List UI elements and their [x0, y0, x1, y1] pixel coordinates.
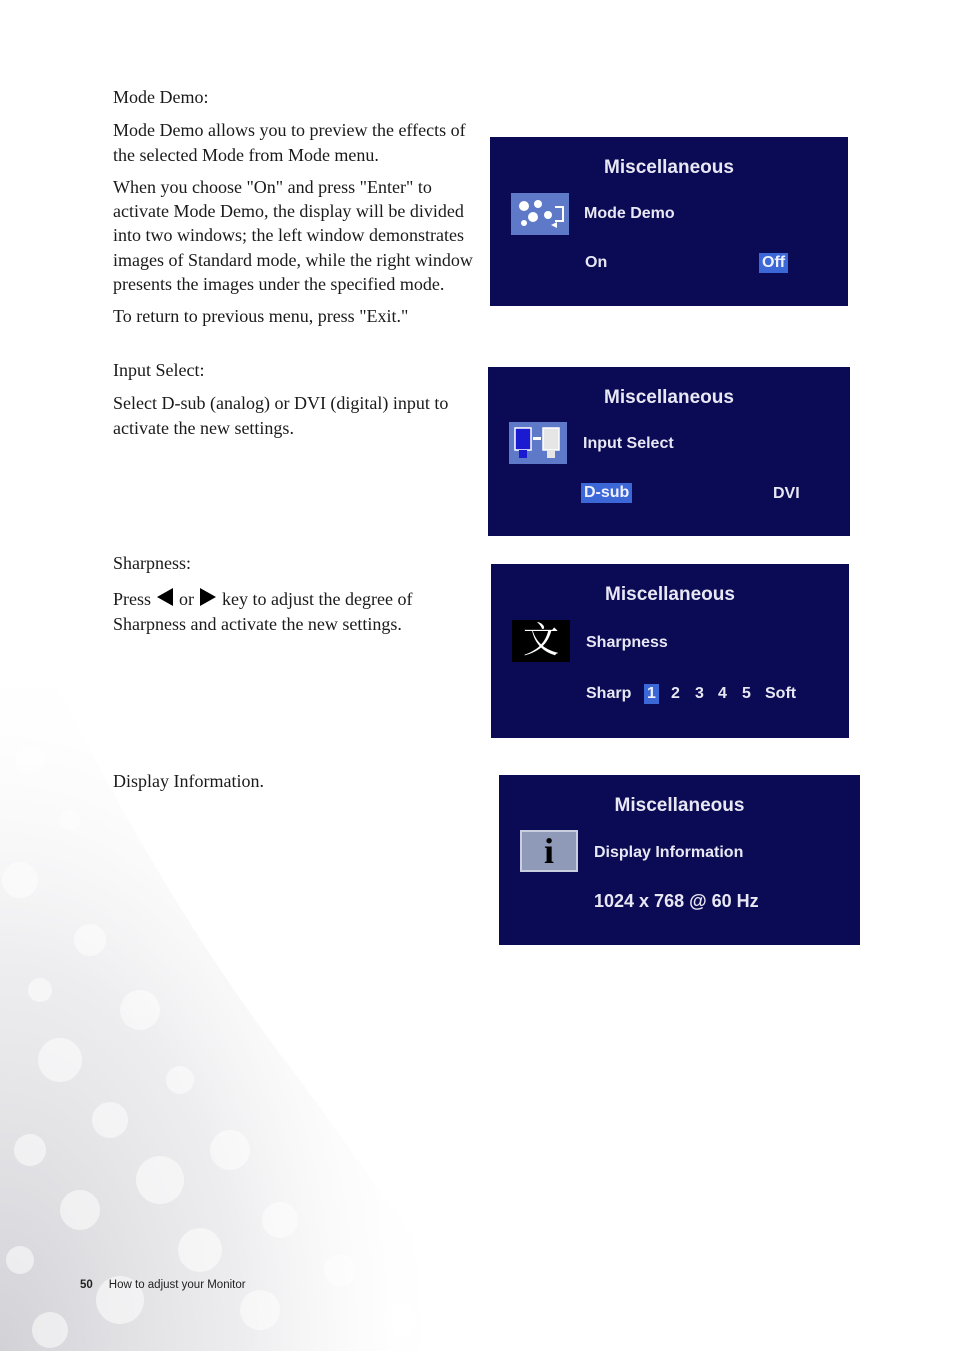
page-footer: [80, 1279, 246, 1291]
or-text: or: [179, 589, 195, 610]
page-number: 50: [80, 1279, 93, 1291]
label-sharp: Sharp: [586, 685, 632, 702]
level-4[interactable]: 4: [718, 685, 727, 702]
mode-demo-icon: [511, 193, 569, 235]
osd-item-label: Input Select: [583, 435, 674, 452]
input-select-section: [113, 358, 481, 448]
osd-item-label: Display Information: [594, 844, 744, 861]
mode-demo-heading: Mode Demo:: [113, 87, 209, 107]
osd-item-label: Mode Demo: [584, 205, 675, 222]
osd-mode-demo-panel: [490, 137, 848, 306]
osd-title: Miscellaneous: [604, 157, 734, 178]
display-info-section: [113, 769, 481, 801]
level-2[interactable]: 2: [671, 685, 680, 702]
osd-input-select-panel: [488, 367, 850, 536]
input-select-heading: Input Select:: [113, 360, 205, 380]
option-on[interactable]: On: [585, 254, 608, 271]
level-5[interactable]: 5: [742, 685, 751, 702]
option-dsub-selected[interactable]: D-sub: [581, 483, 632, 503]
input-select-paragraph: Select D-sub (analog) or DVI (digital) input to activate the new settings.: [113, 393, 449, 438]
resolution-value: 1024 x 768 @ 60 Hz: [594, 891, 759, 911]
label-soft: Soft: [765, 685, 797, 702]
osd-title: Miscellaneous: [604, 387, 734, 408]
option-off-selected[interactable]: Off: [759, 253, 788, 273]
mode-demo-section: [113, 85, 481, 337]
osd-title: Miscellaneous: [605, 584, 735, 605]
info-icon: i: [520, 830, 578, 872]
input-select-icon: [509, 422, 567, 464]
mode-demo-paragraph-3: To return to previous menu, press "Exit.": [113, 306, 409, 327]
sharpness-icon: 文: [512, 620, 570, 662]
level-1-selected[interactable]: 1: [644, 684, 659, 704]
osd-sharpness-panel: [491, 564, 849, 738]
mode-demo-paragraph-2: When you choose "On" and press "Enter" to activate Mode Demo, the display will be divided into two windows; the left window demonstrates images of Standard mode, while the right window presents the images under the specified mode.: [113, 176, 473, 295]
level-3[interactable]: 3: [695, 685, 704, 702]
sharpness-description: key to adjust the degree of Sharpness and activate the new settings.: [113, 589, 413, 634]
mode-demo-paragraph-1: Mode Demo allows you to preview the effects of the selected Mode from Mode menu.: [113, 120, 466, 165]
right-arrow-icon: [200, 588, 216, 606]
sharpness-section: [113, 551, 481, 644]
sharpness-paragraph: [113, 587, 481, 636]
option-dvi[interactable]: DVI: [773, 485, 800, 502]
display-info-heading: Display Information.: [113, 771, 264, 791]
osd-item-label: Sharpness: [586, 634, 668, 651]
chapter-title: How to adjust your Monitor: [108, 1279, 246, 1291]
left-arrow-icon: [157, 588, 173, 606]
osd-title: Miscellaneous: [614, 795, 745, 816]
press-text: Press: [113, 589, 152, 610]
osd-display-info-panel: [499, 775, 860, 945]
sharpness-heading: Sharpness:: [113, 553, 191, 573]
